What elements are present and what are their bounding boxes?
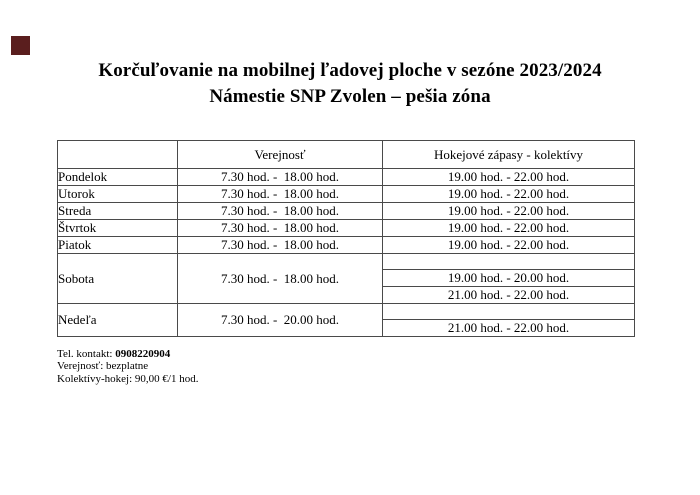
table-row-streda — [58, 203, 635, 220]
cell-day: Nedeľa — [58, 304, 178, 337]
cell-public-hours: 7.30 hod. - 18.00 hod. — [178, 186, 383, 203]
cell-day: Piatok — [58, 237, 178, 254]
contact-hockey-price: Kolektívy-hokej: 90,00 €/1 hod. — [57, 372, 199, 385]
cell-hockey-hours: 19.00 hod. - 22.00 hod. — [383, 220, 635, 237]
contact-info — [57, 348, 198, 385]
contact-tel-line — [57, 348, 198, 360]
cell-hockey-hours: 19.00 hod. - 22.00 hod. — [383, 237, 635, 254]
table-row-pondelok — [58, 169, 635, 186]
header-hokejove-zapasy: Hokejové zápasy - kolektívy — [383, 141, 635, 169]
cell-public-hours: 7.30 hod. - 18.00 hod. — [178, 220, 383, 237]
cell-day: Štvrtok — [58, 220, 178, 237]
document-title-line1: Korčuľovanie na mobilnej ľadovej ploche v sezóne 2023/2024 — [98, 60, 602, 81]
cell-public-hours: 7.30 hod. - 20.00 hod. — [178, 304, 383, 337]
cell-public-hours: 7.30 hod. - 18.00 hod. — [178, 203, 383, 220]
schedule-table — [57, 140, 635, 337]
cell-public-hours: 7.30 hod. - 18.00 hod. — [178, 169, 383, 186]
table-row-utorok — [58, 186, 635, 203]
cell-day: Streda — [58, 203, 178, 220]
contact-tel-label: Tel. kontakt: — [57, 348, 116, 360]
table-row-piatok — [58, 237, 635, 254]
contact-public-price: Verejnosť: bezplatne — [57, 360, 149, 373]
cell-day: Utorok — [58, 186, 178, 203]
cell-day: Pondelok — [58, 169, 178, 186]
cell-hockey-empty — [383, 304, 635, 320]
cell-hockey-hours: 19.00 hod. - 22.00 hod. — [383, 169, 635, 186]
document-title-line2: Námestie SNP Zvolen – pešia zóna — [209, 86, 491, 107]
cell-hockey-hours: 21.00 hod. - 22.00 hod. — [383, 287, 635, 304]
cell-hockey-hours: 21.00 hod. - 22.00 hod. — [383, 320, 635, 337]
document-title — [0, 58, 700, 110]
cell-hockey-empty — [383, 254, 635, 270]
cell-day: Sobota — [58, 254, 178, 304]
cell-public-hours: 7.30 hod. - 18.00 hod. — [178, 254, 383, 304]
header-day-empty — [58, 141, 178, 169]
header-verejnost: Verejnosť — [178, 141, 383, 169]
table-row-sobota — [58, 254, 635, 270]
cell-hockey-hours: 19.00 hod. - 22.00 hod. — [383, 203, 635, 220]
cell-hockey-hours: 19.00 hod. - 20.00 hod. — [383, 270, 635, 287]
table-row-nedela — [58, 304, 635, 320]
red-square-mark — [11, 36, 30, 55]
cell-public-hours: 7.30 hod. - 18.00 hod. — [178, 237, 383, 254]
contact-tel-number: 0908220904 — [115, 348, 171, 360]
table-row-stvrtok — [58, 220, 635, 237]
cell-hockey-hours: 19.00 hod. - 22.00 hod. — [383, 186, 635, 203]
table-header-row — [58, 141, 635, 169]
